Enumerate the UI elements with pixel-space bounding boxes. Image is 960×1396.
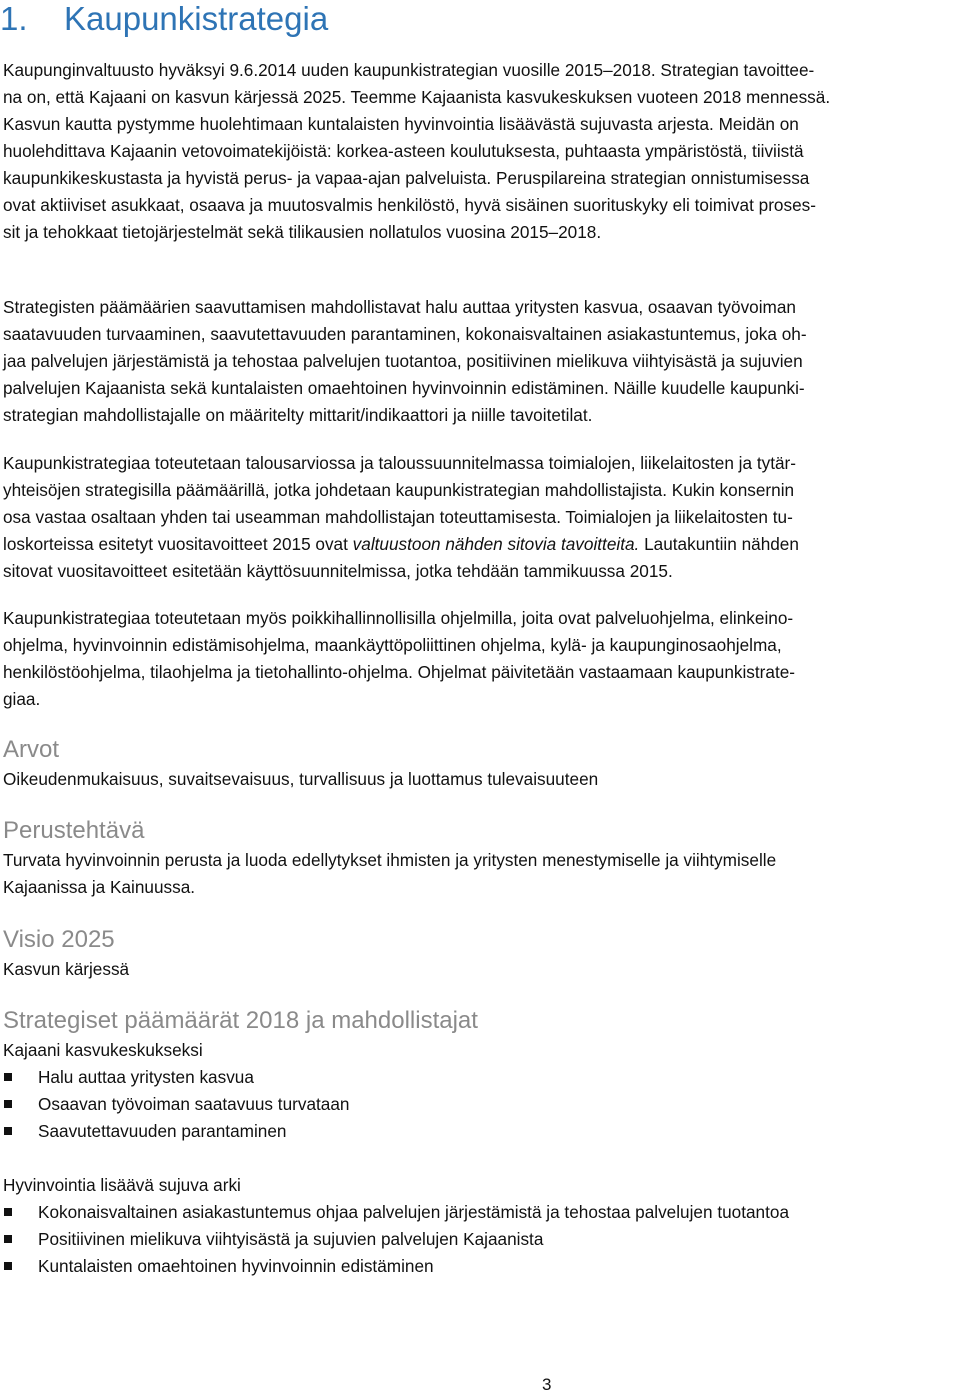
enablers-paragraph (3, 294, 958, 429)
paragraph-line: ovat aktiiviset asukkaat, osaava ja muutosvalmis henkilöstö, hyvä sisäinen suorituskyky eli toimivat proses- (3, 195, 816, 215)
paragraph-line: giaa. (3, 689, 41, 709)
values-text: Oikeudenmukaisuus, suvaitsevaisuus, turvallisuus ja luottamus tulevaisuuteen (3, 769, 599, 789)
list-item-text: Saavutettavuuden parantaminen (38, 1121, 287, 1141)
italic-phrase: valtuustoon nähden sitovia tavoitteita. (352, 534, 640, 554)
mission-text: Turvata hyvinvoinnin perusta ja luoda edellytykset ihmisten ja yritysten menestymiselle ja viihtymiselle (3, 850, 777, 870)
values-body (3, 766, 598, 793)
list-item-text: Positiivinen mielikuva viihtyisästä ja sujuvien palvelujen Kajaanista (38, 1229, 544, 1249)
list-item-text: Halu auttaa yritysten kasvua (38, 1067, 254, 1087)
paragraph-line-end: Lautakuntiin nähden (639, 534, 799, 554)
list-item (3, 1091, 349, 1118)
paragraph-line: yhteisöjen strategisilla päämäärillä, jotka johdetaan kaupunkistrategian mahdollistajista. Kukin konsernin (3, 480, 795, 500)
list-item (3, 1118, 349, 1145)
paragraph-line: Kaupunginvaltuusto hyväksyi 9.6.2014 uuden kaupunkistrategian vuosille 2015–2018. Strategian tavoittee- (3, 60, 815, 80)
paragraph-line: osa vastaa osaltaan yhden tai useamman mahdollistajan toteuttamisesta. Toimialojen ja liikelaitosten tu- (3, 507, 793, 527)
paragraph-line: palvelujen Kajaanista sekä kuntalaisten omaehtoinen hyvinvoinnin edistäminen. Näille kuudelle kaupunki- (3, 378, 805, 398)
implementation-paragraph (3, 450, 958, 585)
strategic-goals-heading: Strategiset päämäärät 2018 ja mahdollistajat (3, 1007, 478, 1034)
square-bullet-icon (4, 1127, 12, 1135)
list-item-text: Osaavan työvoiman saatavuus turvataan (38, 1094, 350, 1114)
list-item (3, 1226, 789, 1253)
intro-paragraph (3, 57, 958, 246)
title-text: Kaupunkistrategia (64, 0, 329, 37)
list-item (3, 1253, 789, 1280)
paragraph-line: strategian mahdollistajalle on määritelty mittarit/indikaattori ja niille tavoitetilat. (3, 405, 593, 425)
mission-heading: Perustehtävä (3, 817, 145, 844)
bullet-list (3, 1064, 349, 1145)
paragraph-line: na on, että Kajaani on kasvun kärjessä 2025. Teemme Kajaanista kasvukeskuksen vuoteen 2018 mennessä. (3, 87, 831, 107)
bullet-list (3, 1199, 789, 1280)
paragraph-line: Strategisten päämäärien saavuttamisen mahdollistavat halu auttaa yritysten kasvua, osaavan työvoiman (3, 297, 796, 317)
square-bullet-icon (4, 1208, 12, 1216)
page-title (0, 0, 328, 38)
square-bullet-icon (4, 1262, 12, 1270)
square-bullet-icon (4, 1073, 12, 1081)
title-number: 1. (0, 0, 28, 37)
paragraph-line: Kasvun kautta pystymme huolehtimaan kuntalaisten hyvinvointia lisäävästä sujuvasta arjesta. Meidän on (3, 114, 799, 134)
list-item (3, 1064, 349, 1091)
paragraph-line (3, 531, 958, 558)
paragraph-line: ohjelma, hyvinvoinnin edistämisohjelma, maankäyttöpoliittinen ohjelma, kylä- ja kaupunginosaohjelma, (3, 635, 782, 655)
programs-paragraph (3, 605, 958, 713)
group-title: Hyvinvointia lisäävä sujuva arki (3, 1175, 241, 1195)
paragraph-line: kaupunkikeskustasta ja hyvistä perus- ja vapaa-ajan palveluista. Peruspilareina strategian onnistumisessa (3, 168, 810, 188)
paragraph-line: saatavuuden turvaaminen, saavutettavuuden parantaminen, kokonaisvaltainen asiakastuntemus, joka oh- (3, 324, 807, 344)
page-number: 3 (542, 1375, 552, 1394)
paragraph-line: sitovat vuositavoitteet esitetään käyttösuunnitelmissa, jotka tehdään tammikuussa 2015. (3, 561, 673, 581)
vision-body (3, 956, 129, 983)
paragraph-line-start: loskorteissa esitetyt vuositavoitteet 2015 ovat (3, 534, 353, 554)
paragraph-line: jaa palvelujen järjestämistä ja tehostaa palvelujen tuotantoa, positiivinen mielikuva viihtyisästä ja sujuvien (3, 351, 803, 371)
square-bullet-icon (4, 1235, 12, 1243)
list-item-text: Kokonaisvaltainen asiakastuntemus ohjaa palvelujen järjestämistä ja tehostaa palvelujen tuotantoa (38, 1202, 790, 1222)
values-heading: Arvot (3, 736, 60, 763)
mission-body (3, 847, 776, 901)
group-title: Kajaani kasvukeskukseksi (3, 1040, 203, 1060)
mission-text: Kajaanissa ja Kainuussa. (3, 877, 196, 897)
list-item-text: Kuntalaisten omaehtoinen hyvinvoinnin edistäminen (38, 1256, 434, 1276)
paragraph-line: Kaupunkistrategiaa toteutetaan myös poikkihallinnollisilla ohjelmilla, joita ovat palveluohjelma, elinkeino- (3, 608, 794, 628)
paragraph-line: sit ja tehokkaat tietojärjestelmät sekä tilikausien nollatulos vuosina 2015–2018. (3, 222, 602, 242)
vision-text: Kasvun kärjessä (3, 959, 130, 979)
paragraph-line: Kaupunkistrategiaa toteutetaan talousarviossa ja taloussuunnitelmassa toimialojen, liikelaitosten ja tytär- (3, 453, 796, 473)
paragraph-line: huolehdittava Kajaanin vetovoimatekijöistä: korkea-asteen koulutuksesta, puhtaasta ympäristöstä, tiiviistä (3, 141, 804, 161)
vision-heading: Visio 2025 (3, 926, 115, 953)
list-item (3, 1199, 789, 1226)
paragraph-line: henkilöstöohjelma, tilaohjelma ja tietohallinto-ohjelma. Ohjelmat päivitetään vastaamaan kaupunkistrate- (3, 662, 796, 682)
square-bullet-icon (4, 1100, 12, 1108)
